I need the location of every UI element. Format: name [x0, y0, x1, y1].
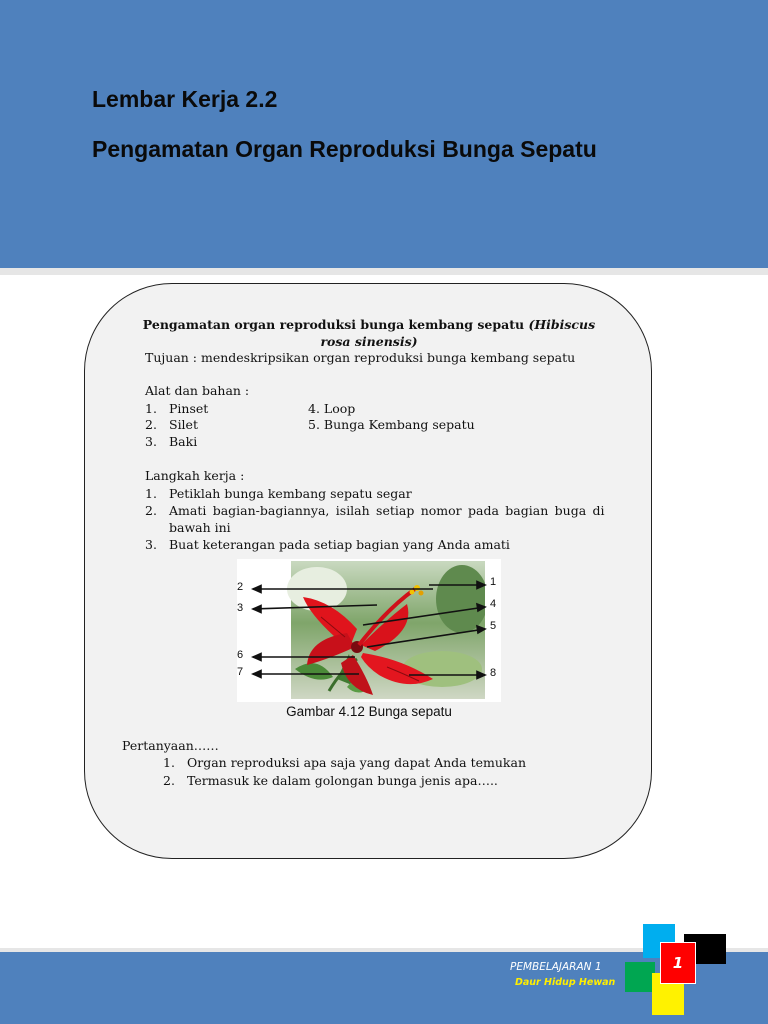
decor-square-green	[625, 962, 655, 992]
figure-label: 8	[490, 667, 497, 679]
steps-item: Buat keterangan pada setiap bagian yang Anda amati	[169, 537, 510, 552]
materials-item-label: Pinset	[169, 401, 209, 416]
flower-photo	[287, 561, 499, 699]
card-title-main: Pengamatan organ reproduksi bunga kembang sepatu	[142, 317, 529, 332]
figure-label: 3	[237, 602, 244, 614]
materials-heading: Alat dan bahan :	[145, 383, 250, 398]
steps-item-number: 2.	[145, 503, 157, 518]
worksheet-number: Lembar Kerja 2.2	[92, 86, 278, 112]
materials-item: 4. Loop	[308, 401, 356, 416]
materials-item-label: Silet	[169, 417, 198, 432]
figure-label: 1	[490, 576, 497, 588]
footer-subtitle: Daur Hidup Hewan	[515, 977, 616, 988]
steps-item: Petiklah bunga kembang sepatu segar	[169, 486, 412, 501]
header-banner	[0, 0, 768, 268]
figure-label: 4	[490, 598, 497, 610]
materials-item: 5. Bunga Kembang sepatu	[308, 417, 475, 432]
questions-heading: Pertanyaan……	[122, 738, 219, 753]
figure-caption: Gambar 4.12 Bunga sepatu	[286, 704, 452, 719]
header-divider	[0, 268, 768, 275]
figure-label: 2	[237, 581, 244, 593]
card-title-species-b: rosa sinensis)	[320, 334, 418, 349]
steps-item-number: 1.	[145, 486, 157, 501]
materials-item-label: Baki	[169, 434, 198, 449]
figure-label: 5	[490, 620, 497, 632]
steps-item-continued: bawah ini	[169, 520, 231, 535]
figure-label: 6	[237, 649, 244, 661]
card-title	[85, 316, 653, 350]
question-item: Organ reproduksi apa saja yang dapat Anda temukan	[187, 755, 526, 770]
materials-item: 1.	[145, 401, 157, 416]
page-number: 1	[672, 954, 684, 972]
objective-text: Tujuan : mendeskripsikan organ reproduksi bunga kembang sepatu	[145, 350, 576, 365]
materials-item: 2.	[145, 417, 157, 432]
steps-heading: Langkah kerja :	[145, 468, 245, 483]
card-title-species-a: (Hibiscus	[528, 317, 596, 332]
worksheet-title: Pengamatan Organ Reproduksi Bunga Sepatu	[92, 136, 597, 162]
question-item: Termasuk ke dalam golongan bunga jenis apa…..	[187, 773, 498, 788]
question-number: 2.	[163, 773, 175, 788]
question-number: 1.	[163, 755, 175, 770]
footer-section: PEMBELAJARAN 1	[510, 961, 602, 973]
steps-item: Amati bagian-bagiannya, isilah setiap nomor pada bagian buga di	[169, 503, 605, 518]
worksheet-card	[84, 283, 652, 859]
materials-item: 3.	[145, 434, 157, 449]
figure-label: 7	[237, 666, 244, 678]
hibiscus-figure	[237, 559, 501, 702]
steps-item-number: 3.	[145, 537, 157, 552]
